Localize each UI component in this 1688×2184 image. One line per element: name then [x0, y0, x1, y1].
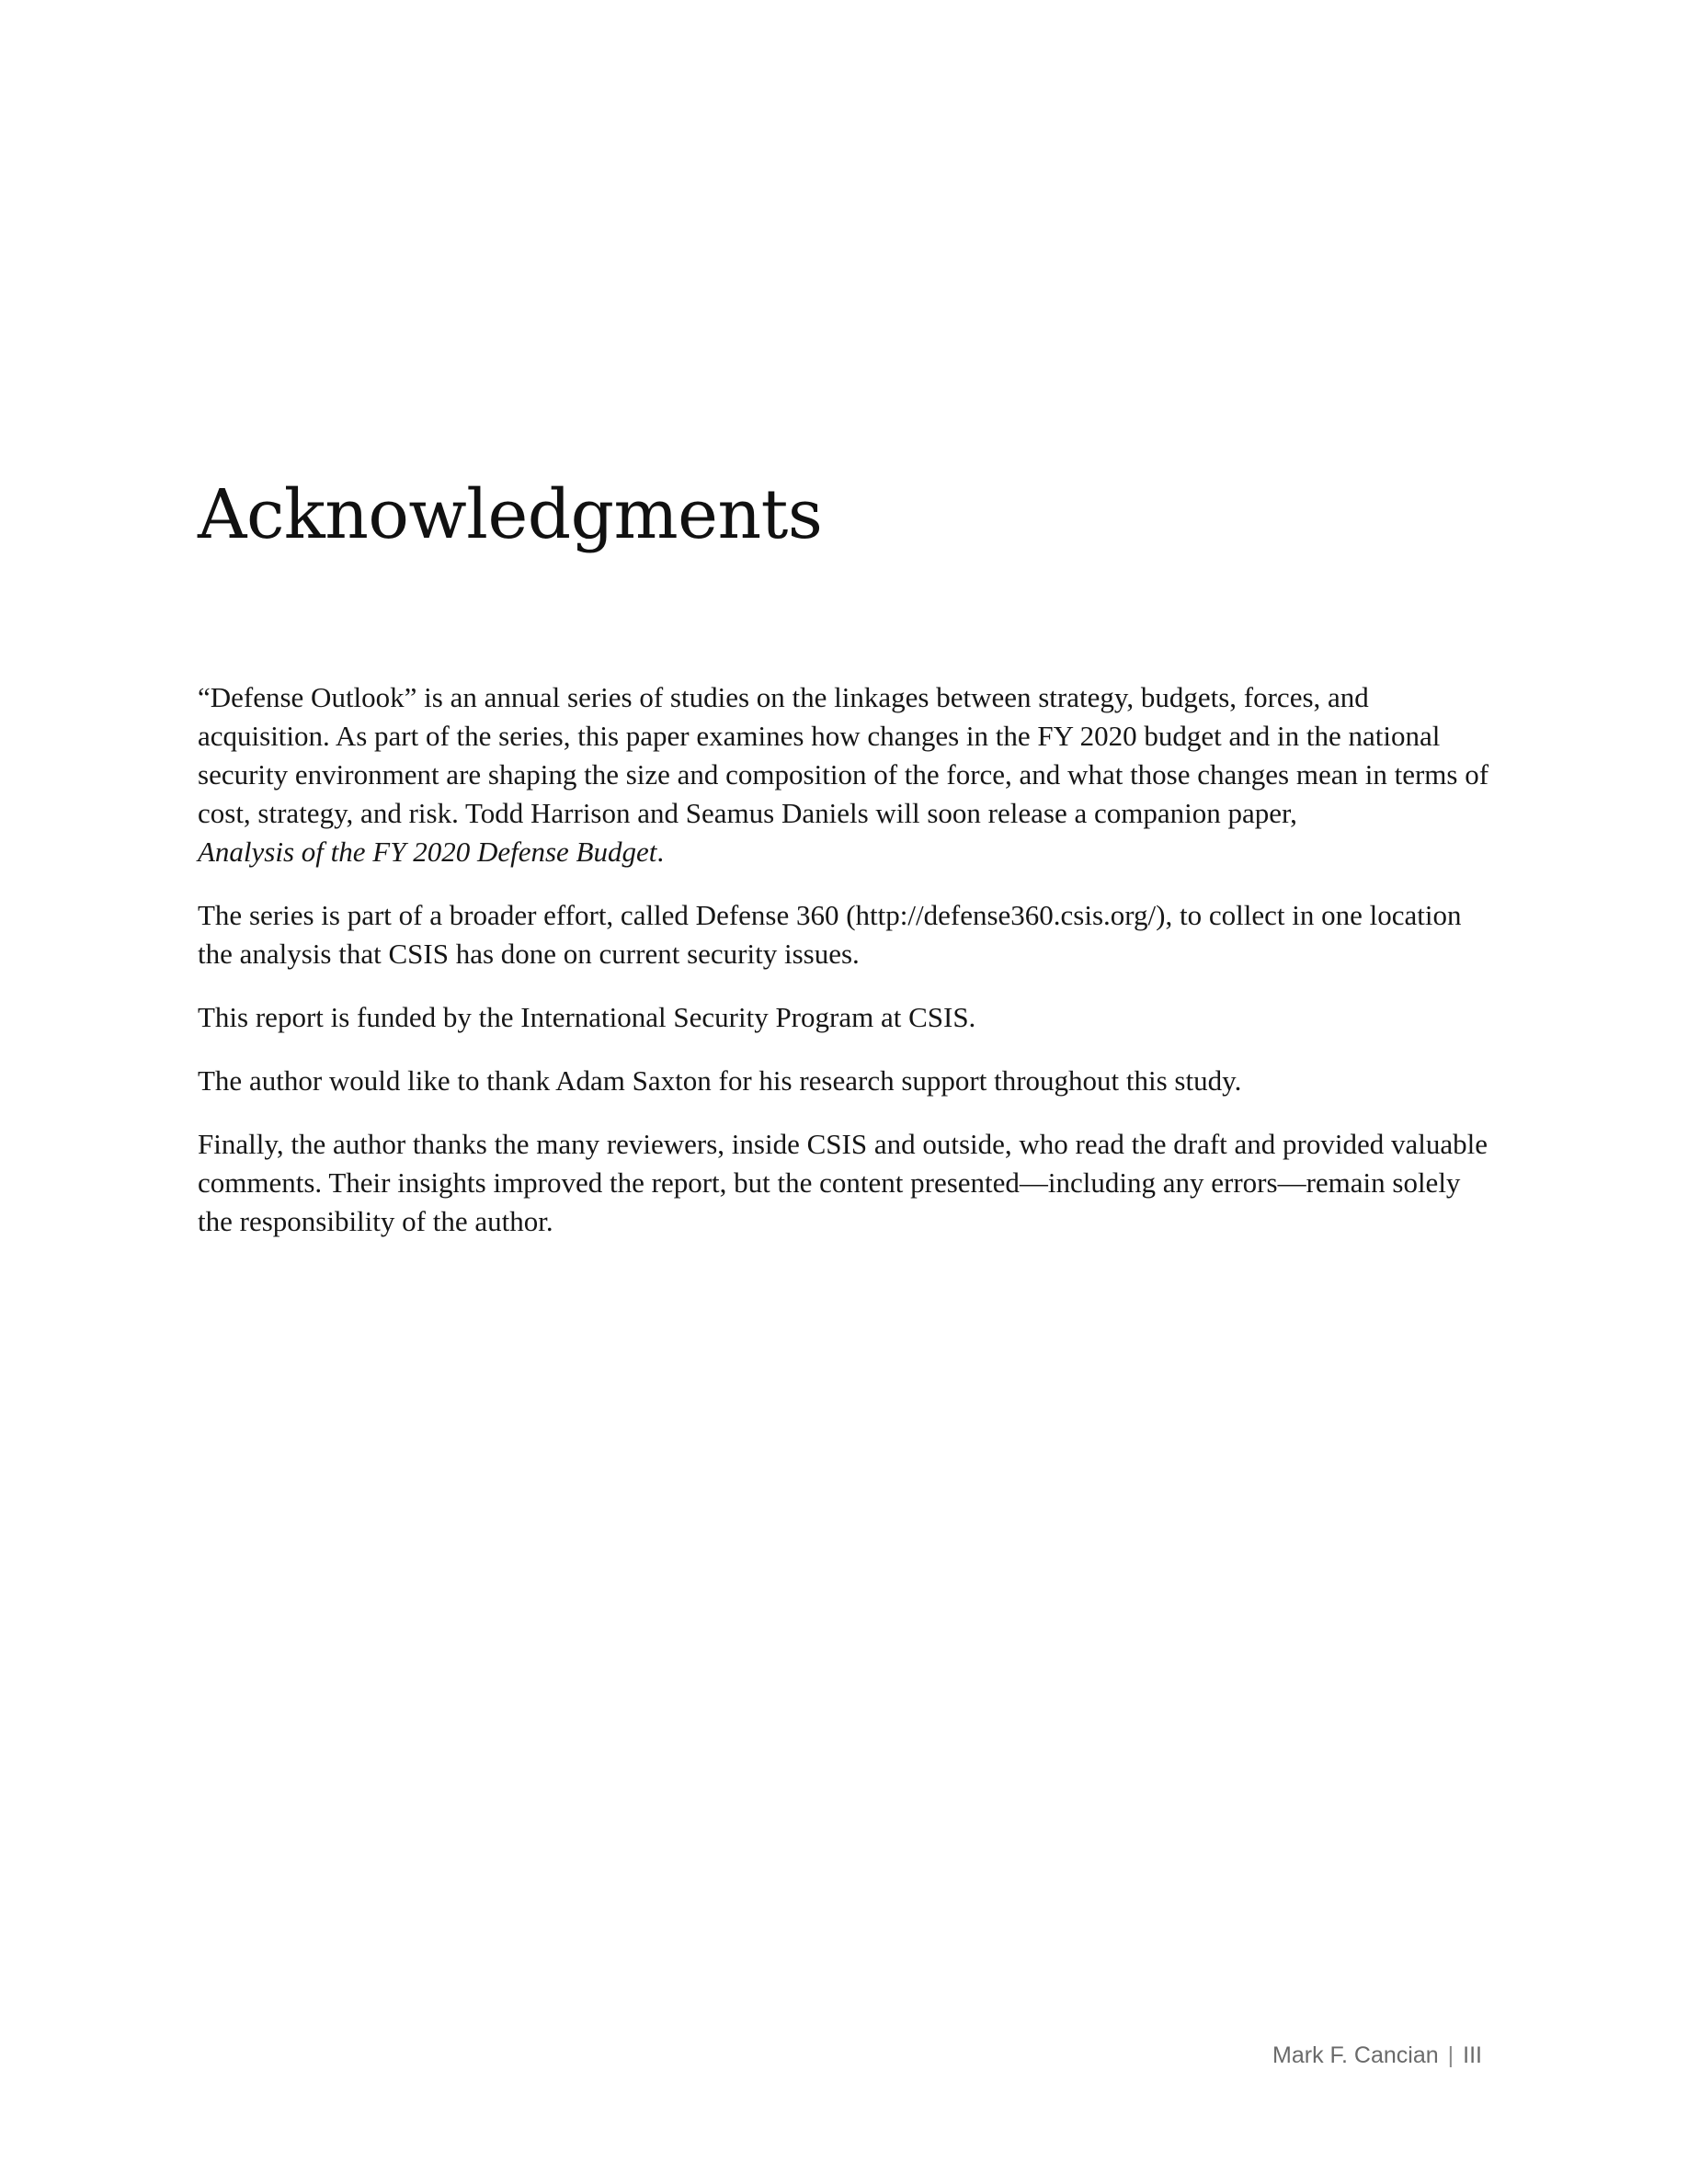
paragraph-defense-360: The series is part of a broader effort, called Defense 360 (http://defense360.csis.org/), to collect in one location the analysis that CSIS has done on current security issues.: [198, 899, 1462, 970]
paragraph-defense-outlook: [198, 678, 1494, 871]
paragraph-thanks-saxton: The author would like to thank Adam Saxton for his research support throughout this study.: [198, 1064, 1242, 1097]
acknowledgments-body: [198, 678, 1494, 1266]
companion-paper-title: Analysis of the FY 2020 Defense Budget: [198, 836, 657, 868]
page-number: III: [1463, 2042, 1482, 2068]
page-title: Acknowledgments: [198, 475, 823, 554]
paragraph-end: .: [656, 836, 665, 868]
footer-separator: |: [1447, 2042, 1454, 2068]
paragraph-text: “Defense Outlook” is an annual series of studies on the linkages between strategy, budgets, forces, and acquisition. As part of the series, this paper examines how changes in the FY 2020 budget and in the national security environment are shaping the size and composition of the force, and what those changes mean in terms of cost, strategy, and risk. Todd Harrison and Seamus Daniels will soon release a companion paper,: [198, 681, 1489, 829]
footer-author: Mark F. Cancian: [1272, 2042, 1439, 2068]
paragraph-funding: This report is funded by the International Security Program at CSIS.: [198, 1001, 976, 1033]
page-footer: [1272, 2042, 1482, 2069]
paragraph-reviewers: Finally, the author thanks the many reviewers, inside CSIS and outside, who read the draft and provided valuable comments. Their insights improved the report, but the content presented—including any errors—remain solely the responsibility of the author.: [198, 1128, 1488, 1237]
